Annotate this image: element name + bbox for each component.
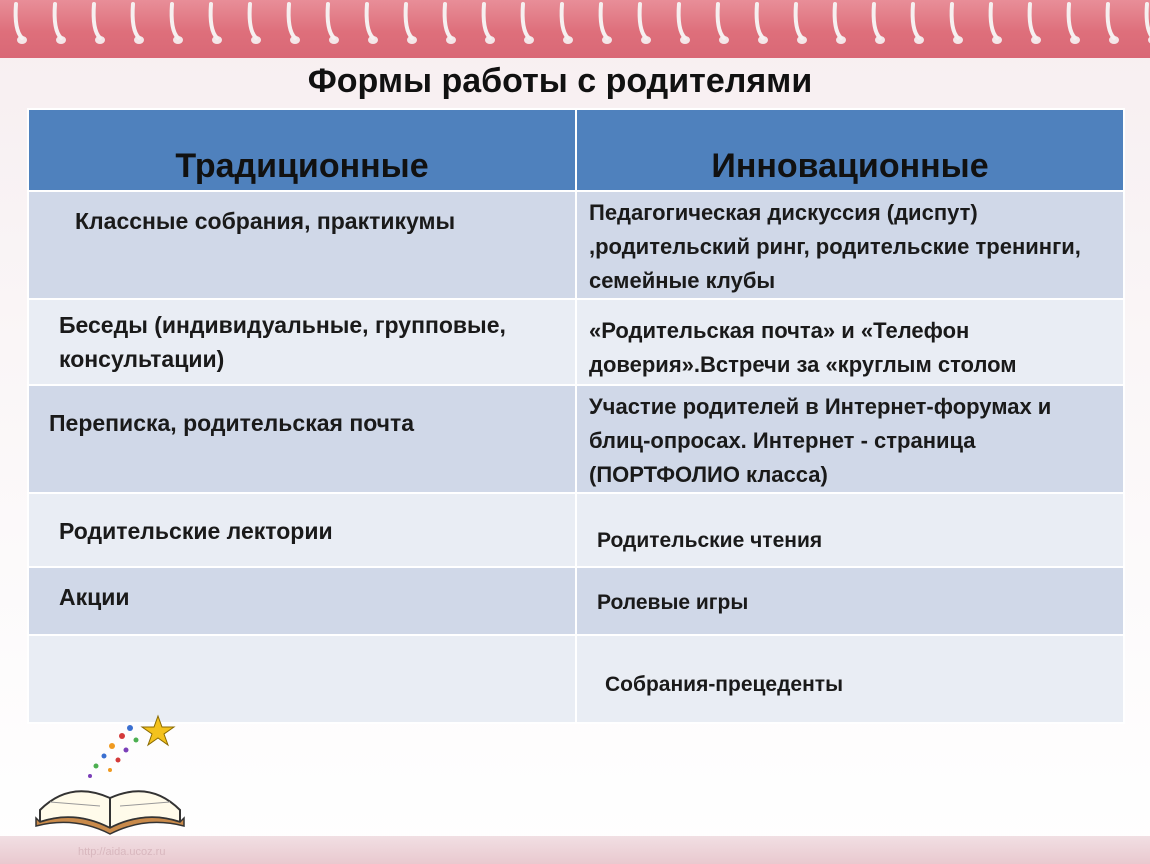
cell-traditional	[28, 385, 576, 493]
notebook-ring	[172, 4, 178, 38]
open-book-icon	[30, 710, 190, 840]
notebook-ring	[796, 4, 802, 38]
cell-text: Собрания-прецеденты	[605, 673, 844, 696]
notebook-ring	[523, 4, 529, 38]
header-traditional: Традиционные	[28, 109, 576, 191]
notebook-ring	[289, 4, 295, 38]
cell-text: Классные собрания, практикумы	[75, 208, 456, 234]
cell-traditional	[28, 191, 576, 299]
notebook-ring-icon	[0, 0, 1150, 58]
notebook-ring	[484, 4, 490, 38]
cell-text: Переписка, родительская почта	[49, 410, 415, 436]
notebook-ring	[913, 4, 919, 38]
table-row	[28, 567, 1124, 635]
notebook-ring	[211, 4, 217, 38]
cell-traditional	[28, 567, 576, 635]
forms-table	[27, 108, 1125, 724]
cell-text: Ролевые игры	[597, 591, 749, 614]
cell-traditional	[28, 299, 576, 385]
notebook-ring	[250, 4, 256, 38]
notebook-ring	[601, 4, 607, 38]
cell-text: «Родительская почта» и «Телефон доверия».Встречи за «круглым столом	[589, 318, 1017, 377]
cell-text: Акции	[59, 584, 130, 610]
cell-innovative	[576, 299, 1124, 385]
cell-text: Педагогическая дискуссия (диспут) ,родительский ринг, родительские тренинги, семейные клубы	[589, 200, 1081, 293]
notebook-ring	[1030, 4, 1036, 38]
table-row	[28, 299, 1124, 385]
notebook-ring	[328, 4, 334, 38]
notebook-ring	[367, 4, 373, 38]
cell-text: Участие родителей в Интернет-форумах и блиц-опросах. Интернет - страница (ПОРТФОЛИО класса)	[589, 394, 1052, 487]
table-row	[28, 191, 1124, 299]
cell-text: Беседы (индивидуальные, групповые, консультации)	[59, 312, 506, 372]
notebook-ring	[94, 4, 100, 38]
notebook-ring	[952, 4, 958, 38]
notebook-ring	[445, 4, 451, 38]
notebook-ring	[991, 4, 997, 38]
footer-url: http://aida.ucoz.ru	[78, 846, 166, 858]
cell-innovative	[576, 191, 1124, 299]
notebook-ring	[835, 4, 841, 38]
cell-innovative	[576, 493, 1124, 567]
table-row	[28, 493, 1124, 567]
star-icon	[142, 716, 174, 745]
notebook-ring	[1069, 4, 1075, 38]
cell-text: Родительские лектории	[59, 518, 333, 544]
cell-text: Родительские чтения	[597, 529, 823, 552]
page-title: Формы работы с родителями	[307, 62, 813, 100]
notebook-ring	[679, 4, 685, 38]
notebook-ring	[1147, 4, 1150, 38]
cell-innovative	[576, 567, 1124, 635]
cell-innovative	[576, 635, 1124, 723]
cell-traditional	[28, 493, 576, 567]
notebook-ring	[406, 4, 412, 38]
notebook-ring	[55, 4, 61, 38]
table-row	[28, 385, 1124, 493]
notebook-ring	[562, 4, 568, 38]
notebook-binding-band	[0, 0, 1150, 58]
table-row	[28, 635, 1124, 723]
cell-innovative	[576, 385, 1124, 493]
notebook-ring	[16, 4, 22, 38]
notebook-ring	[874, 4, 880, 38]
footer-band	[0, 836, 1150, 864]
cell-text	[29, 636, 575, 644]
notebook-ring	[640, 4, 646, 38]
table-header-row	[28, 109, 1124, 191]
notebook-ring	[718, 4, 724, 38]
notebook-ring	[133, 4, 139, 38]
notebook-ring	[757, 4, 763, 38]
notebook-ring	[1108, 4, 1114, 38]
header-innovative: Инновационные	[576, 109, 1124, 191]
